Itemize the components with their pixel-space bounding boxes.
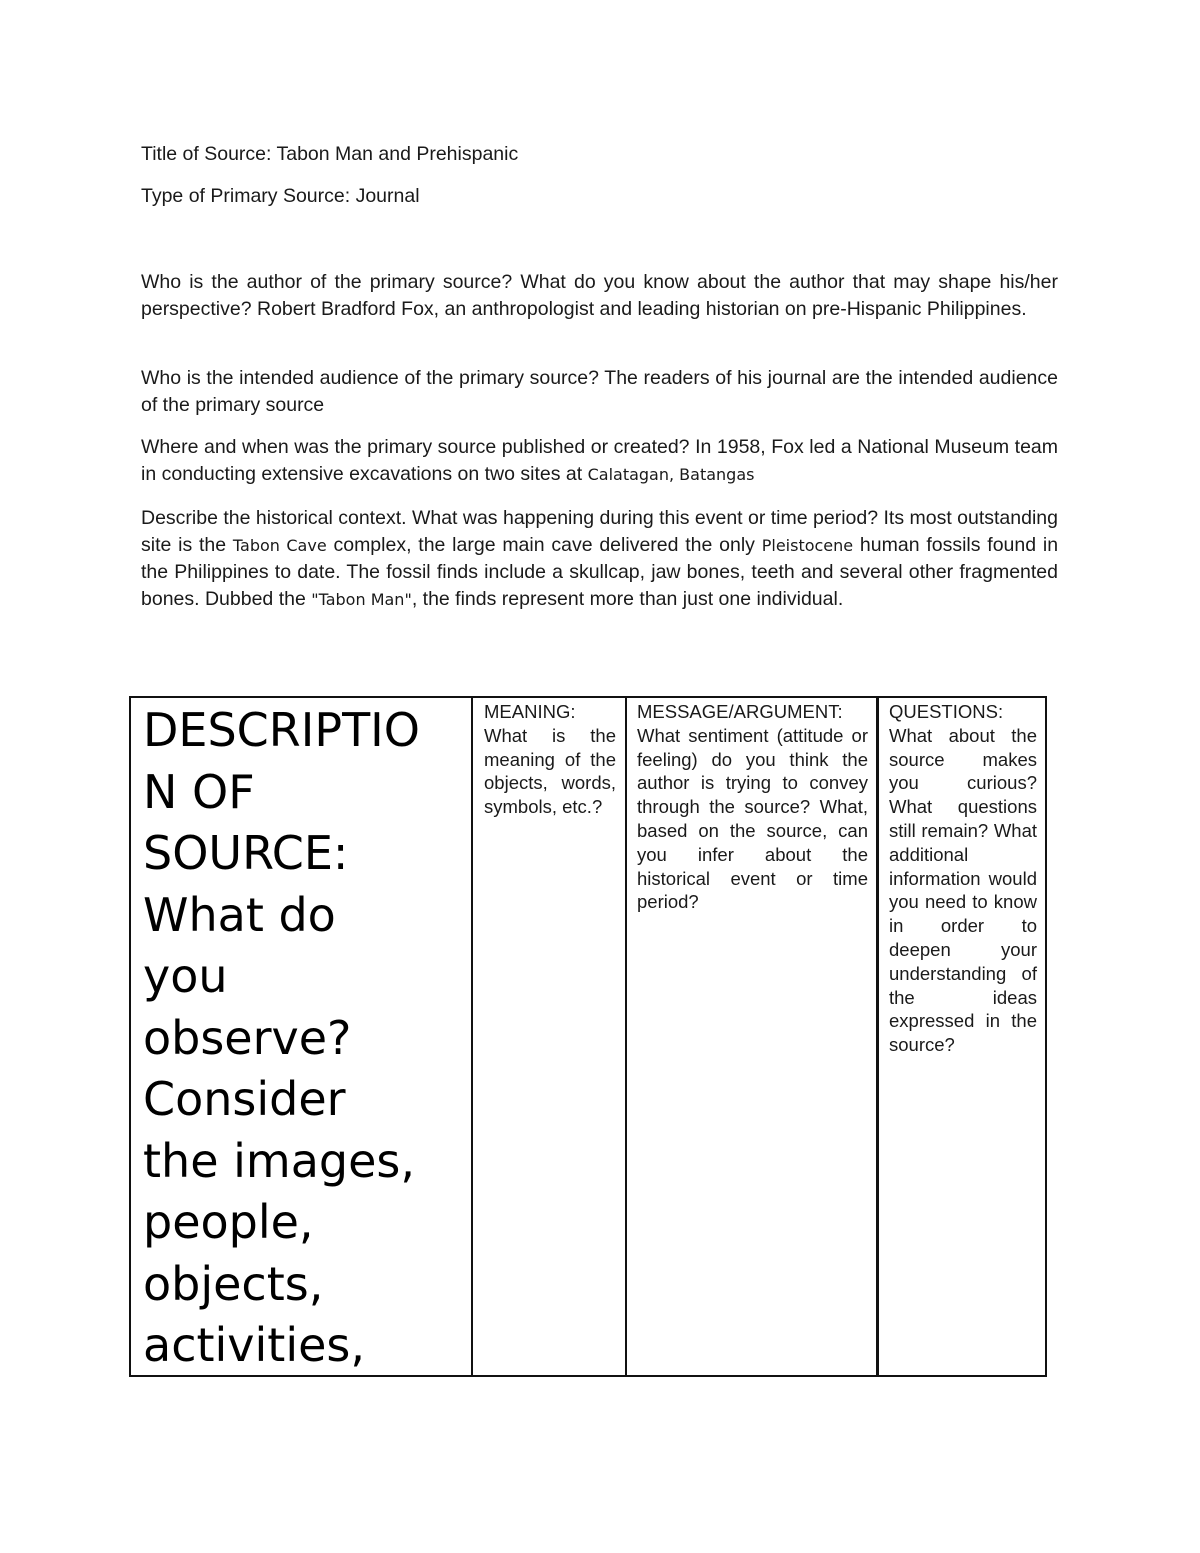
context-answer-part3: human fossils found in the Philippines to date. The fossil finds include a skullcap, jaw bones, teeth and several other fragmented bones. Dubbed the xyxy=(141,534,1059,610)
source-type-line: Type of Primary Source: Journal xyxy=(141,185,420,207)
context-answer-part4: , the finds represent more than just one individual. xyxy=(411,588,844,610)
context-answer-part1: Its most outstanding site is the xyxy=(141,507,1058,556)
description-heading: DESCRIPTIO N OF SOURCE: What do you observe? Consider the images, people, objects, activities, xyxy=(143,703,420,1372)
context-paragraph xyxy=(141,505,1058,613)
context-fossil-name: "Tabon Man" xyxy=(311,590,412,609)
questions-prompt: What about the source makes you curious? What questions still remain? What additional information would you need to know in order to deepen your understanding of the ideas expressed in the source? xyxy=(889,724,1037,1056)
publication-paragraph xyxy=(141,434,1058,488)
audience-paragraph xyxy=(141,365,1058,419)
audience-answer: The readers of his journal are the intended audience of the primary source xyxy=(141,367,1058,416)
message-heading: MESSAGE/ARGUMENT: xyxy=(637,701,843,722)
author-answer: Robert Bradford Fox, an anthropologist and leading historian on pre-Hispanic Philippines. xyxy=(257,298,1027,320)
publication-place: Calatagan, Batangas xyxy=(587,465,755,484)
message-prompt: What sentiment (attitude or feeling) do you think the author is trying to convey through the source? What, based on the source, can you infer about the historical event or time period? xyxy=(637,724,868,913)
publication-answer: In 1958, Fox led a National Museum team in conducting extensive excavations on two sites at xyxy=(141,436,1058,485)
context-question: Describe the historical context. What was happening during this event or time period? xyxy=(141,507,879,529)
analysis-table xyxy=(129,696,1047,1377)
message-text xyxy=(637,700,868,914)
author-paragraph xyxy=(141,269,1058,323)
questions-text xyxy=(889,700,1037,1057)
author-question: Who is the author of the primary source? What do you know about the author that may shape his/her perspective? xyxy=(141,271,1058,320)
meaning-prompt: What is the meaning of the objects, words, symbols, etc.? xyxy=(484,724,616,818)
audience-question: Who is the intended audience of the primary source? xyxy=(141,367,599,389)
context-epoch: Pleistocene xyxy=(761,536,854,555)
meaning-cell xyxy=(473,698,627,1375)
source-title-line: Title of Source: Tabon Man and Prehispanic xyxy=(141,143,519,165)
context-answer-part2: complex, the large main cave delivered the only xyxy=(333,534,755,556)
message-cell xyxy=(627,698,879,1375)
meaning-heading: MEANING: xyxy=(484,701,576,722)
meaning-text xyxy=(484,700,616,819)
questions-cell xyxy=(879,698,1047,1375)
questions-heading: QUESTIONS: xyxy=(889,701,1004,722)
publication-question: Where and when was the primary source published or created? xyxy=(141,436,690,458)
context-site-name: Tabon Cave xyxy=(232,536,327,555)
description-cell xyxy=(131,698,473,1375)
